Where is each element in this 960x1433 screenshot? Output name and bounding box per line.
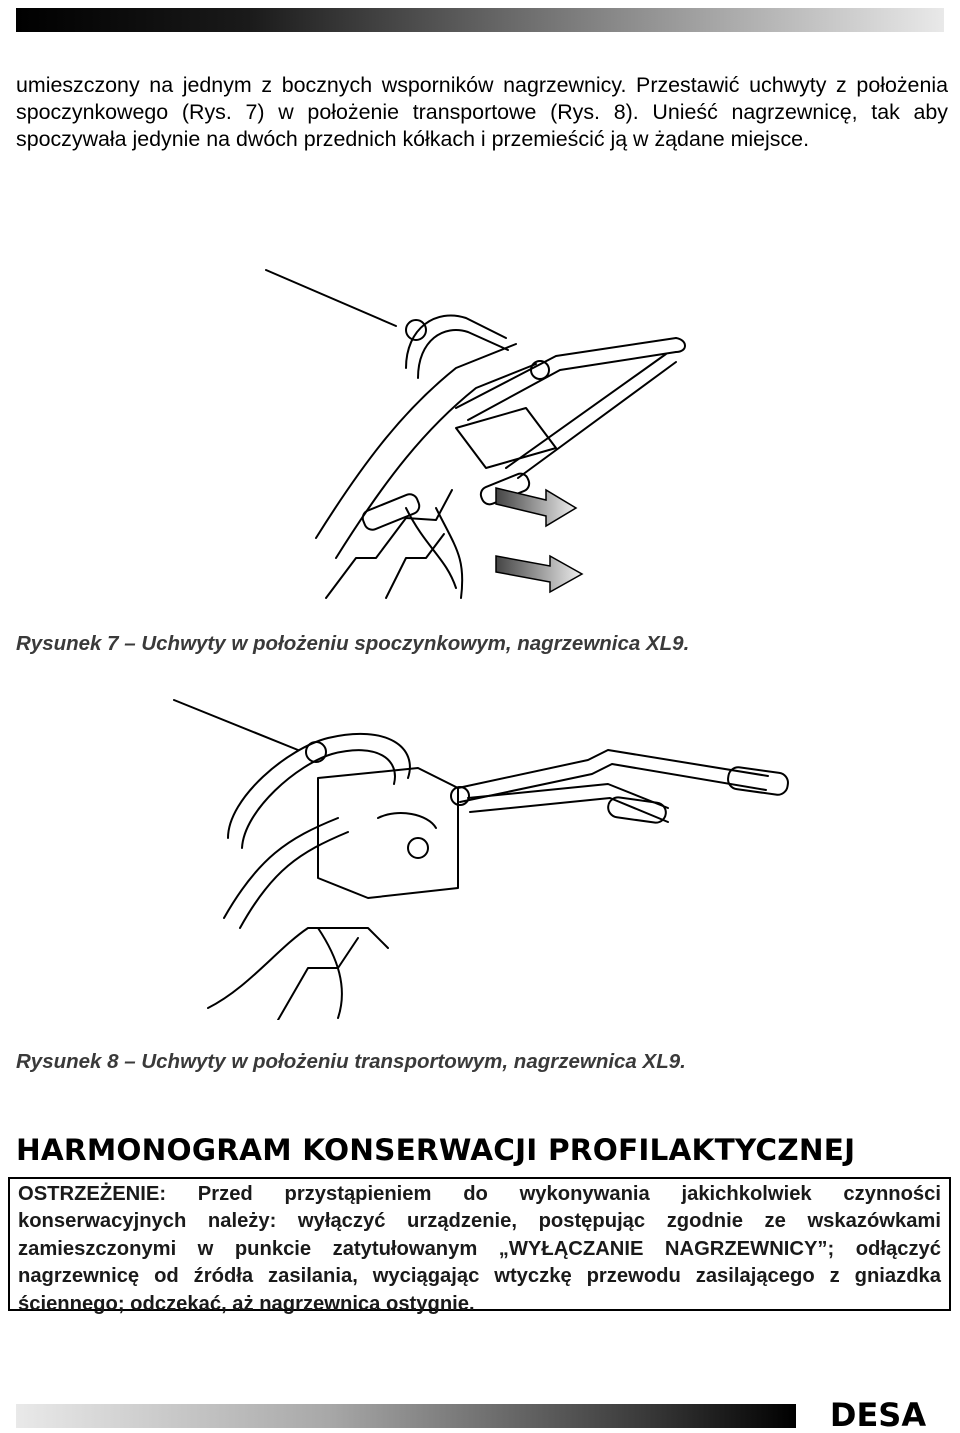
footer-gradient-bar [16, 1404, 796, 1428]
figure-7-caption: Rysunek 7 – Uchwyty w położeniu spoczynkowym, nagrzewnica XL9. [16, 632, 690, 655]
logo-text: DESA [829, 1398, 927, 1432]
warning-text: OSTRZEŻENIE: Przed przystąpieniem do wykonywania jakichkolwiek czynności konserwacyjnych należy: wyłączyć urządzenie, postępując zgodnie ze wskazówkami zamieszczonymi w punkcie zatytułowanym „WYŁĄCZANIE NAGRZEWNICY”; odłączyć nagrzewnicę od źródła zasilania, wyciągając wtyczkę przewodu zasilającego z gniazdka ściennego; odczekać, aż nagrzewnica ostygnie. [18, 1183, 941, 1315]
figure-8-caption: Rysunek 8 – Uchwyty w położeniu transportowym, nagrzewnica XL9. [16, 1050, 686, 1073]
figure-7-illustration [256, 258, 704, 602]
section-title: HARMONOGRAM KONSERWACJI PROFILAKTYCZNEJ [16, 1133, 856, 1167]
desa-logo [808, 1398, 948, 1432]
intro-paragraph: umieszczony na jednym z bocznych wsporników nagrzewnicy. Przestawić uchwyty z położenia spoczynkowego (Rys. 7) w położenie transportowe (Rys. 8). Unieść nagrzewnicę, tak aby spoczywała jedynie na dwóch przednich kółkach i przemieścić ją w żądane miejsce. [16, 73, 948, 151]
header-gradient-bar [16, 8, 944, 32]
warning-box [8, 1177, 951, 1315]
figure-8-illustration [168, 688, 800, 1020]
